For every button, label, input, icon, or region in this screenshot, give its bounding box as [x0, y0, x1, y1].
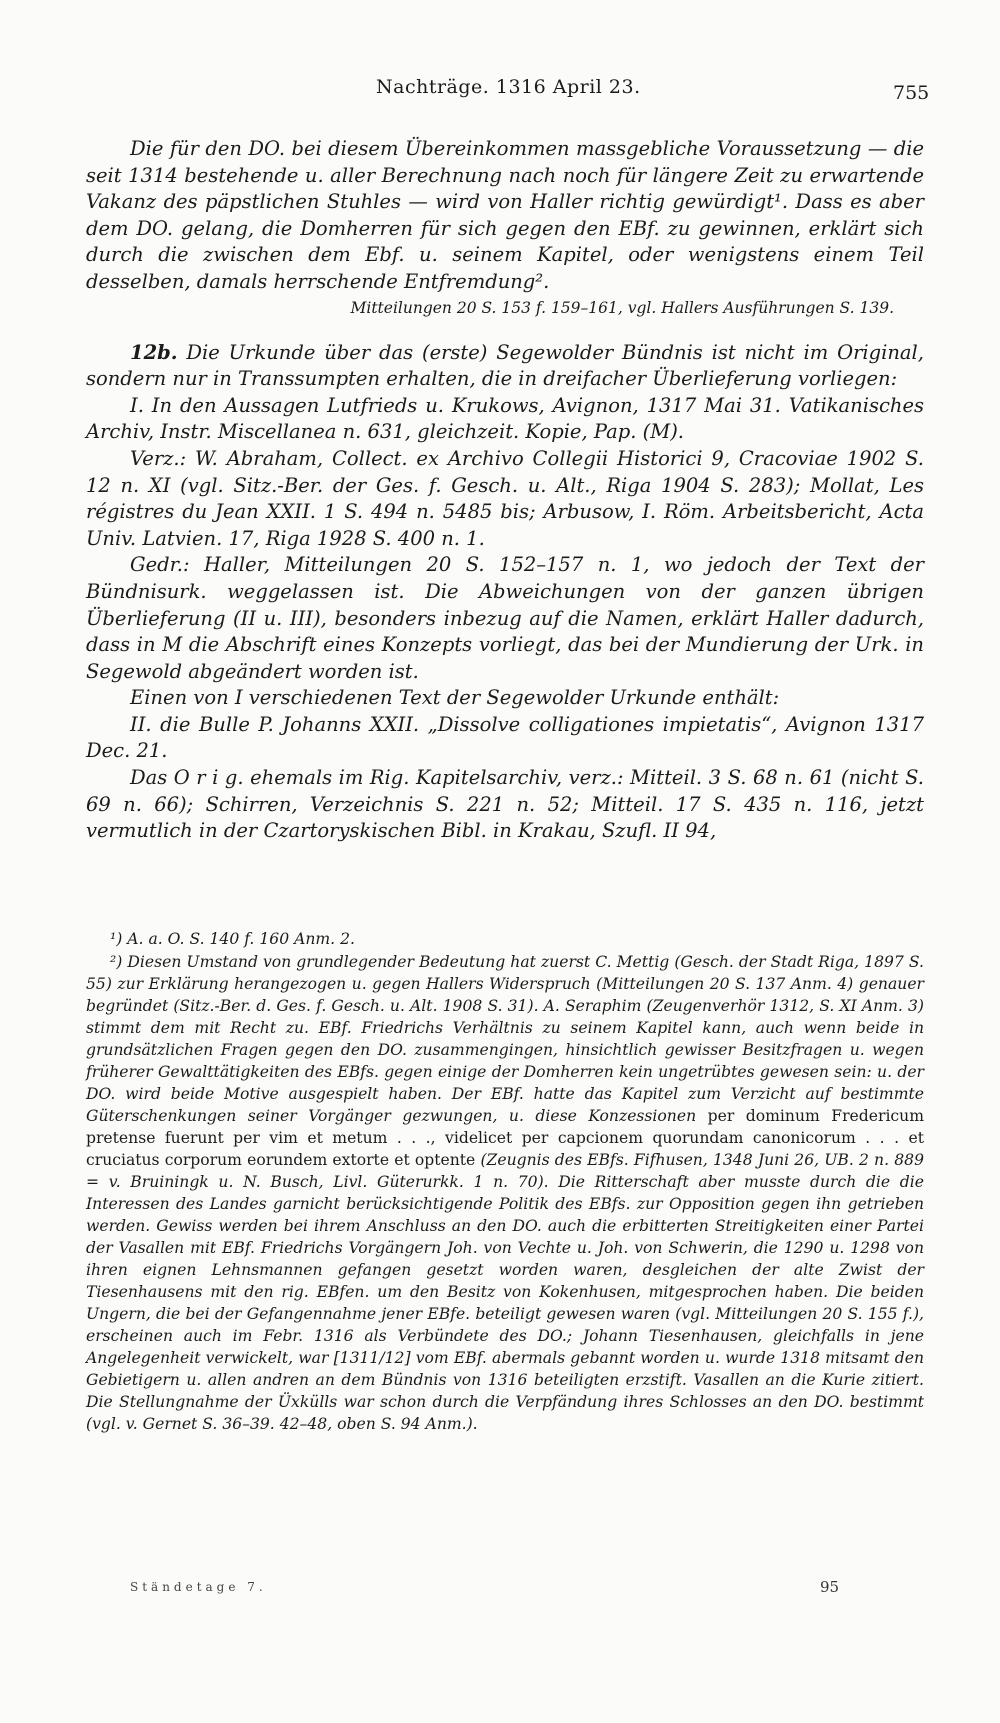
- section-number: 12b.: [130, 340, 178, 364]
- footnote-2-latin-quote: per dominum Fredericum pretense fuerunt per vim et metum . . ., videlicet per capcionem quorundam canonicorum . . . et cruciatus corporum eorundem extorte et optente: [86, 1107, 924, 1169]
- footnote-2-part-b: (Zeugnis des EBfs. Fifhusen, 1348 Juni 26, UB. 2 n. 889 = v. Bruiningk u. N. Busch, Livl. Güterurkk. 1 n. 70). Die Ritterschaft aber musste durch die die Interessen des Landes garnicht berücksichtigende Politik des EBfs. zur Opposition gegen ihn getrieben werden. Gewiss werden bei ihrem Anschluss an den DO. auch die erbitterten Streitigkeiten einer Partei der Vasallen mit EBf. Friedrichs Vorgängern Joh. von Vechte u. Joh. von Schwerin, die 1290 u. 1298 von ihren eignen Lehnsmannen gefangen gesetzt worden waren, desgleichen der alte Zwist der Tiesenhausens mit den rig. EBfen. um den Besitz von Kokenhusen, mitgesprochen haben. Die beiden Ungern, die bei der Gefangennahme jener EBfe. beteiligt gewesen waren (vgl. Mitteilungen 20 S. 155 f.), erscheinen auch im Febr. 1316 als Verbündete des DO.; Johann Tiesenhausen, gleichfalls in jene Angelegenheit verwickelt, war [1311/12] vom EBf. abermals gebannt worden u. wurde 1318 mitsamt den Gebietigern u. allen andren an dem Bündnis von 1316 beteiligten erzstift. Vasallen an die Kurie zitiert. Die Stellungnahme der Üxkülls war schon durch die Verpfändung ihres Schlosses an den DO. bestimmt (vgl. v. Gernet S. 36–39. 42–48, oben S. 94 Anm.).: [86, 1151, 924, 1433]
- footnote-2: [86, 951, 924, 1435]
- citation: Mitteilungen 20 S. 153 f. 159–161, vgl. Hallers Ausführungen S. 139.: [350, 298, 894, 317]
- section-intro: Die Urkunde über das (erste) Segewolder Bündnis ist nicht im Original, sondern nur in Transsumpten erhalten, die in dreifacher Überlieferung vorliegen:: [86, 340, 924, 391]
- page-header: [0, 76, 1000, 106]
- main-text: [86, 136, 924, 845]
- footnotes: [86, 928, 924, 1435]
- page-number: 755: [893, 82, 930, 104]
- page-footer: [0, 1580, 1000, 1604]
- signature-mark: Ständetage 7.: [130, 1580, 267, 1594]
- footnote-2-part-a: ²) Diesen Umstand von grundlegender Bedeutung hat zuerst C. Mettig (Gesch. der Stadt Riga, 1897 S. 55) zur Erklärung herangezogen u. gegen Hallers Widerspruch (Mitteilungen 20 S. 137 Anm. 4) genauer begründet (Sitz.-Ber. d. Ges. f. Gesch. u. Alt. 1908 S. 31). A. Seraphim (Zeugenverhör 1312, S. XI Anm. 3) stimmt dem mit Recht zu. EBf. Friedrichs Verhältnis zu seinem Kapitel kann, auch wenn beide in grundsätzlichen Fragen gegen den DO. zusammengingen, hinsichtlich gewisser Besitzfragen u. wegen früherer Gewalttätigkeiten des EBfs. gegen einige der Domherren kein ungetrübtes gewesen sein: u. der DO. wird beide Motive ausgespielt haben. Der EBf. hatte das Kapitel zum Verzicht auf bestimmte Güterschenkungen seiner Vorgänger gezwungen, u. diese Konzessionen: [86, 953, 924, 1125]
- running-title: Nachträge. 1316 April 23.: [376, 76, 641, 98]
- item-2: II. die Bulle P. Johanns XXII. „Dissolve colligationes impietatis“, Avignon 1317 Dec. 21.: [86, 712, 924, 763]
- item-1-einen: Einen von I verschiedenen Text der Segewolder Urkunde enthält:: [130, 686, 780, 710]
- item-1-verz: Verz.: W. Abraham, Collect. ex Archivo Collegii Historici 9, Cracoviae 1902 S. 12 n. XI (vgl. Sitz.-Ber. der Ges. f. Gesch. u. Alt., Riga 1904 S. 283); Mollat, Les régistres du Jean XXII. 1 S. 494 n. 5485 bis; Arbusow, I. Röm. Arbeitsbericht, Acta Univ. Latvien. 17, Riga 1928 S. 400 n. 1.: [86, 446, 924, 550]
- sheet-number: 95: [820, 1578, 840, 1596]
- paragraph-intro: Die für den DO. bei diesem Übereinkommen massgebliche Voraussetzung — die seit 1314 bestehende u. aller Berechnung nach noch für längere Zeit zu erwartende Vakanz des päpstlichen Stuhles — wird von Haller richtig gewürdigt¹. Dass es aber dem DO. gelang, die Domherren für sich gegen den EBf. zu gewinnen, erklärt sich durch die zwischen dem Ebf. u. seinem Kapitel, oder wenigstens einem Teil desselben, damals herrschende Entfremdung².: [86, 137, 924, 293]
- footnote-1: ¹) A. a. O. S. 140 f. 160 Anm. 2.: [110, 930, 355, 948]
- item-1-gedr: Gedr.: Haller, Mitteilungen 20 S. 152–157 n. 1, wo jedoch der Text der Bündnisurk. weggelassen ist. Die Abweichungen von der ganzen übrigen Überlieferung (II u. III), besonders inbezug auf die Namen, erklärt Haller dadurch, dass in M die Abschrift eines Konzepts vorliegt, das bei der Mundierung der Urk. in Segewold abgeändert worden ist.: [86, 553, 924, 683]
- item-1: I. In den Aussagen Lutfrieds u. Krukows, Avignon, 1317 Mai 31. Vatikanisches Archiv, Instr. Miscellanea n. 631, gleichzeit. Kopie, Pap. (M).: [86, 393, 924, 444]
- section-12b: [86, 340, 924, 393]
- item-2-orig: Das O r i g. ehemals im Rig. Kapitelsarchiv, verz.: Mitteil. 3 S. 68 n. 61 (nicht S. 69 n. 66); Schirren, Verzeichnis S. 221 n. 52; Mitteil. 17 S. 435 n. 116, jetzt vermutlich in der Czartoryskischen Bibl. in Krakau, Szufl. II 94,: [86, 766, 924, 843]
